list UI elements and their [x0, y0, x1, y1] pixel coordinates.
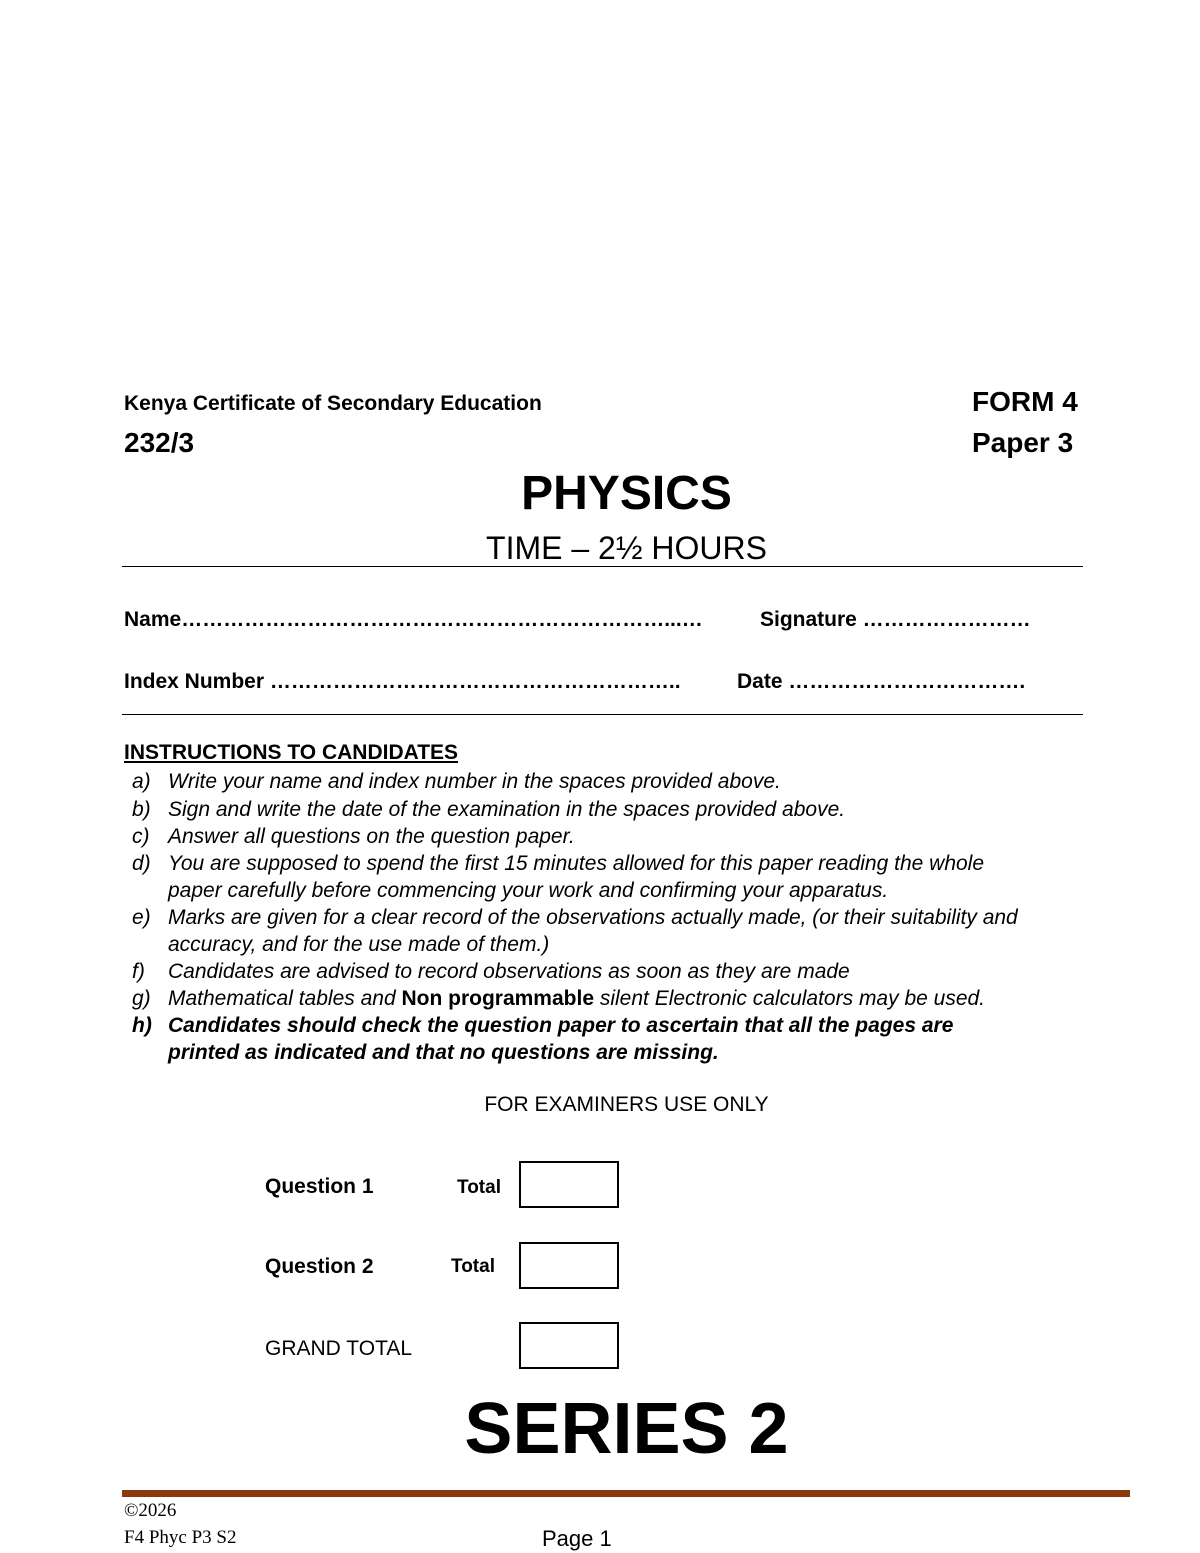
- instruction-label: e): [132, 906, 151, 929]
- signature-field[interactable]: Signature ……………………: [760, 608, 1031, 631]
- instruction-label: f): [132, 960, 145, 983]
- examiners-heading: FOR EXAMINERS USE ONLY: [484, 1093, 769, 1116]
- instruction-text: Answer all questions on the question paper.: [168, 825, 575, 848]
- question-1-total-label: Total: [457, 1177, 501, 1198]
- instruction-label: b): [132, 798, 151, 821]
- date-field[interactable]: Date …………………………….: [737, 670, 1026, 693]
- instruction-text: Marks are given for a clear record of the observations actually made, (or their suitability and: [168, 906, 1018, 929]
- index-number-field[interactable]: Index Number …………………………………………………..: [124, 670, 681, 693]
- form-label: FORM 4: [972, 386, 1078, 417]
- paper-code: 232/3: [124, 427, 195, 458]
- instruction-text: Sign and write the date of the examination in the spaces provided above.: [168, 798, 846, 821]
- instruction-text: Candidates should check the question paper to ascertain that all the pages are: [168, 1014, 954, 1037]
- instruction-text: [168, 985, 985, 1012]
- instruction-text: You are supposed to spend the first 15 minutes allowed for this paper reading the whole: [168, 852, 985, 875]
- instruction-text-part: Mathematical tables and: [168, 987, 402, 1010]
- question-1-label: Question 1: [265, 1175, 374, 1198]
- instruction-text: Candidates are advised to record observations as soon as they are made: [168, 960, 850, 983]
- instruction-label: h): [132, 1014, 152, 1037]
- grand-total-score-box[interactable]: [519, 1322, 619, 1369]
- instruction-label: g): [132, 987, 151, 1010]
- grand-total-label: GRAND TOTAL: [265, 1337, 413, 1360]
- instruction-label: a): [132, 770, 151, 793]
- time-allowed: TIME – 2½ HOURS: [486, 530, 767, 566]
- instruction-text-cont: printed as indicated and that no questions are missing.: [168, 1041, 719, 1064]
- question-1-score-box[interactable]: [519, 1161, 619, 1208]
- question-2-total-label: Total: [451, 1256, 495, 1277]
- instruction-text: Write your name and index number in the spaces provided above.: [168, 770, 781, 793]
- subject-title: PHYSICS: [521, 467, 732, 520]
- header-divider: [122, 566, 1083, 567]
- copyright: ©2026: [124, 1500, 177, 1521]
- page-number: Page 1: [542, 1526, 612, 1551]
- instruction-text-cont: paper carefully before commencing your work and confirming your apparatus.: [168, 879, 889, 902]
- instruction-text-cont: accuracy, and for the use made of them.): [168, 933, 550, 956]
- instruction-text-bold: Non programmable: [401, 987, 594, 1010]
- instructions-heading: INSTRUCTIONS TO CANDIDATES: [124, 741, 459, 764]
- fields-divider: [122, 714, 1083, 715]
- footer-code: F4 Phyc P3 S2: [124, 1527, 237, 1548]
- instruction-label: c): [132, 825, 150, 848]
- name-field[interactable]: Name……………………………………………………………...…: [124, 608, 703, 631]
- footer-rule: [122, 1490, 1130, 1497]
- question-2-label: Question 2: [265, 1255, 374, 1278]
- instruction-label: d): [132, 852, 151, 875]
- instruction-text-part: silent Electronic calculators may be used.: [594, 987, 986, 1010]
- paper-label: Paper 3: [972, 427, 1074, 458]
- series-label: SERIES 2: [464, 1389, 789, 1469]
- question-2-score-box[interactable]: [519, 1242, 619, 1289]
- exam-body: Kenya Certificate of Secondary Education: [124, 392, 542, 415]
